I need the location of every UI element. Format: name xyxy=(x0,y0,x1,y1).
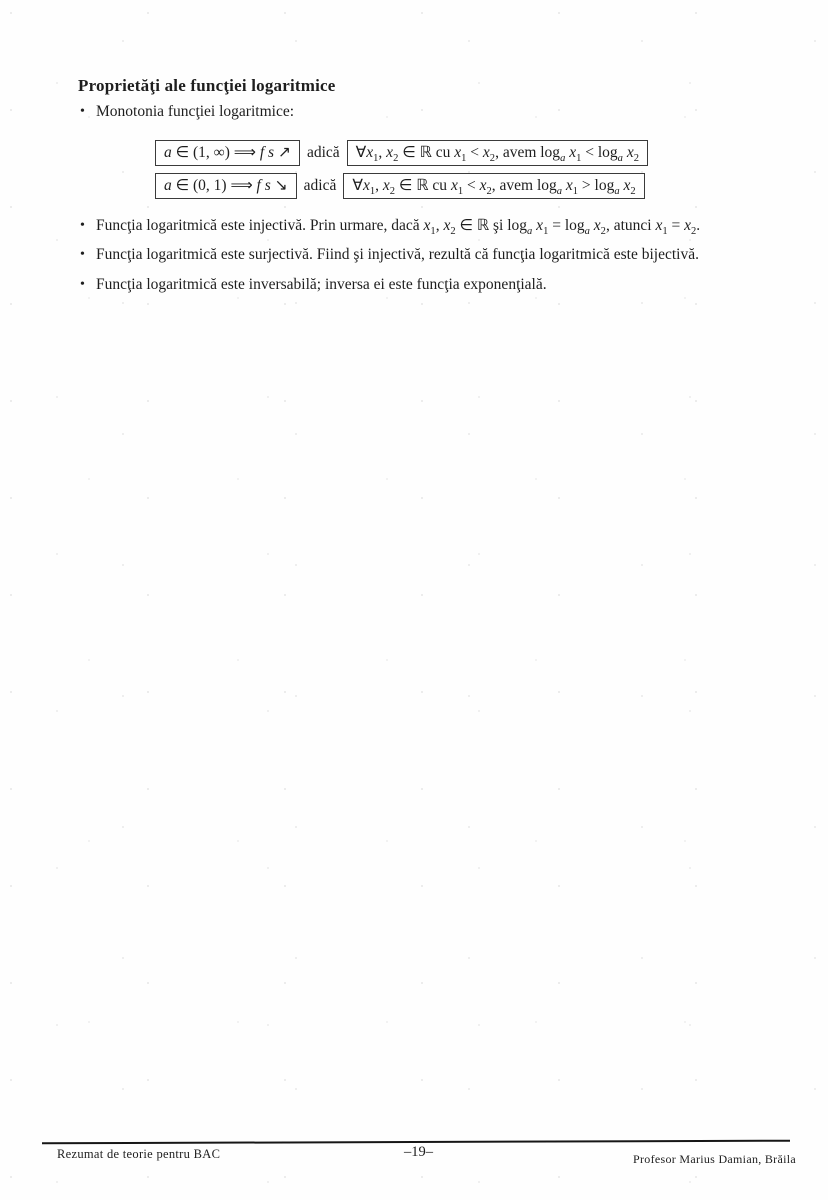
footer-author: Profesor Marius Damian, Brăila xyxy=(633,1152,796,1166)
bullet-dot-icon: • xyxy=(80,277,85,292)
condition-box-decreasing: a ∈ (0, 1) ⟹ f s ↘ xyxy=(155,173,297,199)
footer-page-number: –19– xyxy=(404,1144,433,1160)
bullet-inversable xyxy=(80,276,547,294)
bullet-injective-text: Funcţia logaritmică este injectivă. Prin urmare, dacă $x_1$, $x_2$ ∈ ℝ şi $\log_a x_1 = \log_a x_2$, atunci $x_1 = x_2$. xyxy=(96,217,701,238)
bullet-injective xyxy=(80,216,701,238)
bullet-inversable-text: Funcţia logaritmică este inversabilă; inversa ei este funcţia exponenţială. xyxy=(96,276,547,293)
footer-book-title: Rezumat de teorie pentru BAC xyxy=(57,1147,221,1161)
bullet-surjective xyxy=(80,246,699,264)
bullet-monotonicity xyxy=(80,103,294,121)
statement-box-decreasing: $\forall x_1$, $x_2$ ∈ ℝ cu $x_1 < x_2$, avem $\log_a x_1 > \log_a x_2$ xyxy=(343,173,644,199)
monotonicity-row-increasing xyxy=(155,140,648,166)
page-title: Proprietăţi ale funcţiei logaritmice xyxy=(78,76,336,95)
bullet-dot-icon: • xyxy=(80,218,85,233)
connector-label: adică xyxy=(303,177,337,194)
bullet-surjective-text: Funcţia logaritmică este surjectivă. Fiind şi injectivă, rezultă că funcţia logaritmică este bijectivă. xyxy=(96,246,699,263)
bullet-dot-icon: • xyxy=(80,104,85,119)
monotonicity-row-decreasing xyxy=(155,173,645,199)
monotonicity-label: Monotonia funcţiei logaritmice: xyxy=(96,103,295,120)
bullet-dot-icon: • xyxy=(80,247,85,262)
connector-label: adică xyxy=(306,144,340,161)
statement-box-increasing: $\forall x_1$, $x_2$ ∈ ℝ cu $x_1 < x_2$, avem $\log_a x_1 < \log_a x_2$ xyxy=(347,140,648,166)
condition-box-increasing: a ∈ (1, ∞) ⟹ f s ↗ xyxy=(155,140,300,166)
